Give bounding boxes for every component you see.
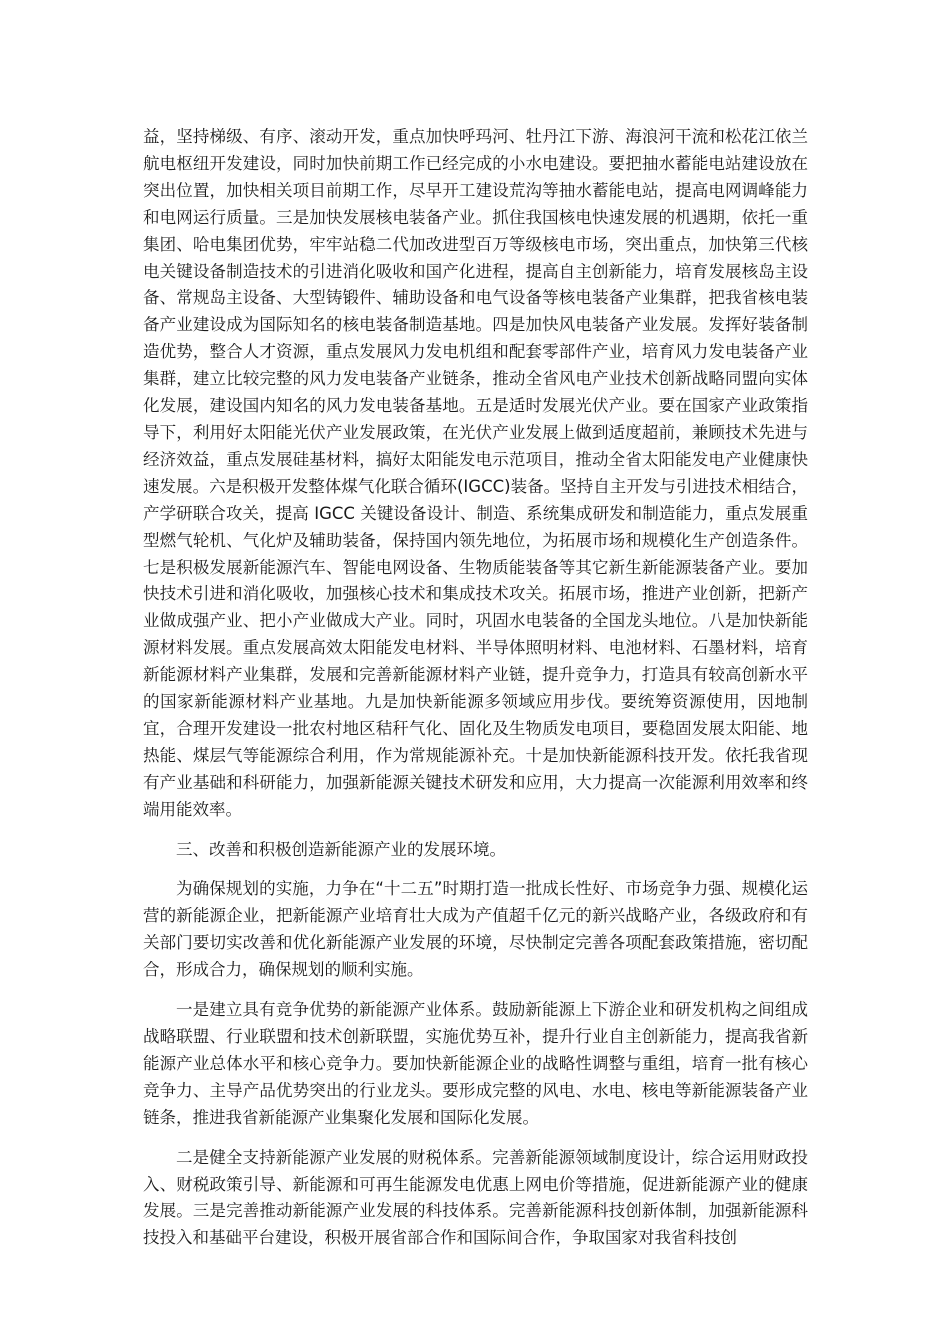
document-body <box>143 124 808 1252</box>
section-heading-environment: 三、改善和积极创造新能源产业的发展环境。 <box>176 839 506 859</box>
paragraph-plan-implementation: 为确保规划的实施，力争在“十二五”时期打造一批成长性好、市场竞争力强、规模化运营的新能源企业，把新能源产业培育壮大成为产值超千亿元的新兴战略产业，各级政府和有关部门要切实改善和优化新能源产业发展的环境，尽快制定完善各项配套政策措施，密切配合，形成合力，确保规划的顺利实施。 <box>143 879 808 980</box>
paragraph-energy-equipment: 益，坚持梯级、有序、滚动开发，重点加快呼玛河、牡丹江下游、海浪河干流和松花江依兰航电枢纽开发建设，同时加快前期工作已经完成的小水电建设。要把抽水蓄能电站建设放在突出位置，加快相关项目前期工作，尽早开工建设荒沟等抽水蓄能电站，提高电网调峰能力和电网运行质量。三是加快发展核电装备产业。抓住我国核电快速发展的机遇期，依托一重集团、哈电集团优势，牢牢站稳二代加改进型百万等级核电市场，突出重点，加快第三代核电关键设备制造技术的引进消化吸收和国产化进程，提高自主创新能力，培育发展核岛主设备、常规岛主设备、大型铸锻件、辅助设备和电气设备等核电装备产业集群，把我省核电装备产业建设成为国际知名的核电装备制造基地。四是加快风电装备产业发展。发挥好装备制造优势，整合人才资源，重点发展风力发电机组和配套零部件产业，培育风力发电装备产业集群，建立比较完整的风力发电装备产业链条，推动全省风电产业技术创新战略同盟向实体化发展，建设国内知名的风力发电装备基地。五是适时发展光伏产业。要在国家产业政策指导下，利用好太阳能光伏产业发展政策，在光伏产业发展上做到适度超前，兼顾技术先进与经济效益，重点发展硅基材料，搞好太阳能发电示范项目，推动全省太阳能发电产业健康快速发展。六是积极开发整体煤气化联合循环(IGCC)装备。坚持自主开发与引进技术相结合，产学研联合攻关，提高 IGCC 关键设备设计、制造、系统集成研发和制造能力，重点发展重型燃气轮机、气化炉及辅助装备，保持国内领先地位，为拓展市场和规模化生产创造条件。七是积极发展新能源汽车、智能电网设备、生物质能装备等其它新生新能源装备产业。要加快技术引进和消化吸收，加强核心技术和集成技术攻关。拓展市场，推进产业创新，把新产业做成强产业、把小产业做成大产业。同时，巩固水电装备的全国龙头地位。八是加快新能源材料发展。重点发展高效太阳能发电材料、半导体照明材料、电池材料、石墨材料，培育新能源材料产业集群，发展和完善新能源材料产业链，提升竞争力，打造具有较高创新水平的国家新能源材料产业基地。九是加快新能源多领域应用步伐。要统筹资源使用，因地制宜，合理开发建设一批农村地区秸秆气化、固化及生物质发电项目，要稳固发展太阳能、地热能、煤层气等能源综合利用，作为常规能源补充。十是加快新能源科技开发。依托我省现有产业基础和科研能力，加强新能源关键技术研发和应用，大力提高一次能源利用效率和终端用能效率。 <box>143 127 808 819</box>
paragraph-fiscal-tech-system: 二是健全支持新能源产业发展的财税体系。完善新能源领域制度设计，综合运用财政投入、财税政策引导、新能源和可再生能源发电优惠上网电价等措施，促进新能源产业的健康发展。三是完善推动新能源产业发展的科技体系。完善新能源科技创新体制，加强新能源科技投入和基础平台建设，积极开展省部合作和国际间合作，争取国家对我省科技创 <box>143 1147 808 1248</box>
paragraph-industry-system: 一是建立具有竞争优势的新能源产业体系。鼓励新能源上下游企业和研发机构之间组成战略联盟、行业联盟和技术创新联盟，实施优势互补，提升行业自主创新能力，提高我省新能源产业总体水平和核心竞争力。要加快新能源企业的战略性调整与重组，培育一批有核心竞争力、主导产品优势突出的行业龙头。要形成完整的风电、水电、核电等新能源装备产业链条，推进我省新能源产业集聚化发展和国际化发展。 <box>143 1000 808 1127</box>
